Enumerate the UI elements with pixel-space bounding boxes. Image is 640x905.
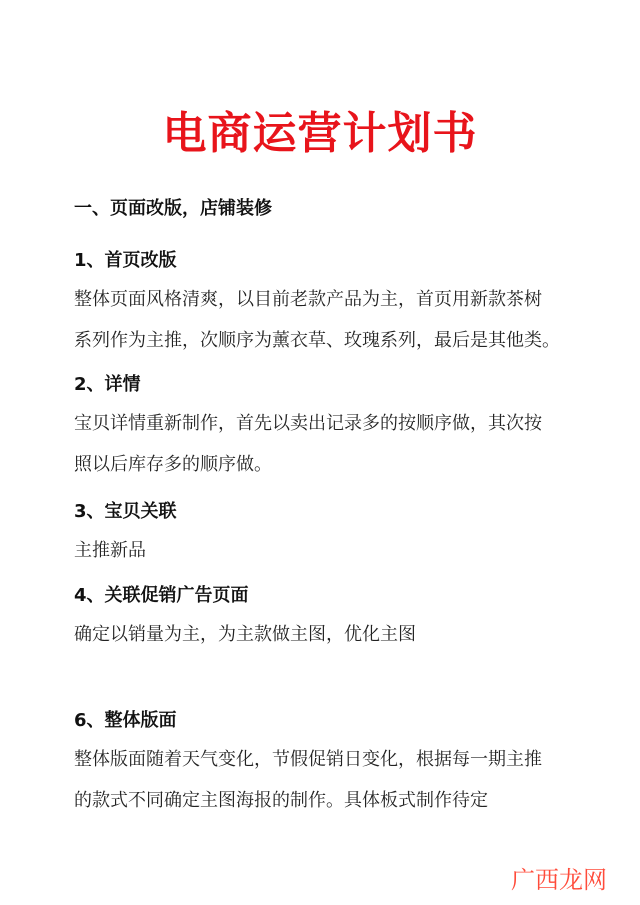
section-heading: 2、详情 bbox=[74, 374, 141, 395]
document-title: 电商运营计划书 bbox=[162, 108, 478, 159]
section-overall-layout bbox=[74, 708, 574, 821]
section-homepage-redesign bbox=[74, 248, 574, 361]
section-heading: 1、首页改版 bbox=[74, 250, 177, 271]
paragraph-line: 整体版面随着天气变化，节假促销日变化，根据每一期主推 bbox=[74, 749, 542, 770]
paragraph-line: 主推新品 bbox=[74, 540, 146, 561]
section-heading: 3、宝贝关联 bbox=[74, 501, 177, 522]
watermark-logo: 广西龙网 bbox=[511, 866, 607, 894]
paragraph-line: 确定以销量为主，为主款做主图，优化主图 bbox=[74, 624, 416, 645]
paragraph-line: 系列作为主推，次顺序为薰衣草、玫瑰系列，最后是其他类。 bbox=[74, 330, 560, 351]
paragraph-line: 宝贝详情重新制作，首先以卖出记录多的按顺序做，其次按 bbox=[74, 413, 542, 434]
section-main-heading: 一、页面改版，店铺装修 bbox=[74, 198, 272, 219]
paragraph-line: 的款式不同确定主图海报的制作。具体板式制作待定 bbox=[74, 790, 488, 811]
section-heading: 6、整体版面 bbox=[74, 710, 177, 731]
section-main bbox=[74, 196, 574, 222]
section-promo-page bbox=[74, 583, 574, 655]
section-details bbox=[74, 372, 574, 485]
section-heading: 4、关联促销广告页面 bbox=[74, 585, 249, 606]
paragraph-line: 照以后库存多的顺序做。 bbox=[74, 454, 272, 475]
section-product-association bbox=[74, 499, 574, 571]
paragraph-line: 整体页面风格清爽，以目前老款产品为主，首页用新款茶树 bbox=[74, 289, 542, 310]
